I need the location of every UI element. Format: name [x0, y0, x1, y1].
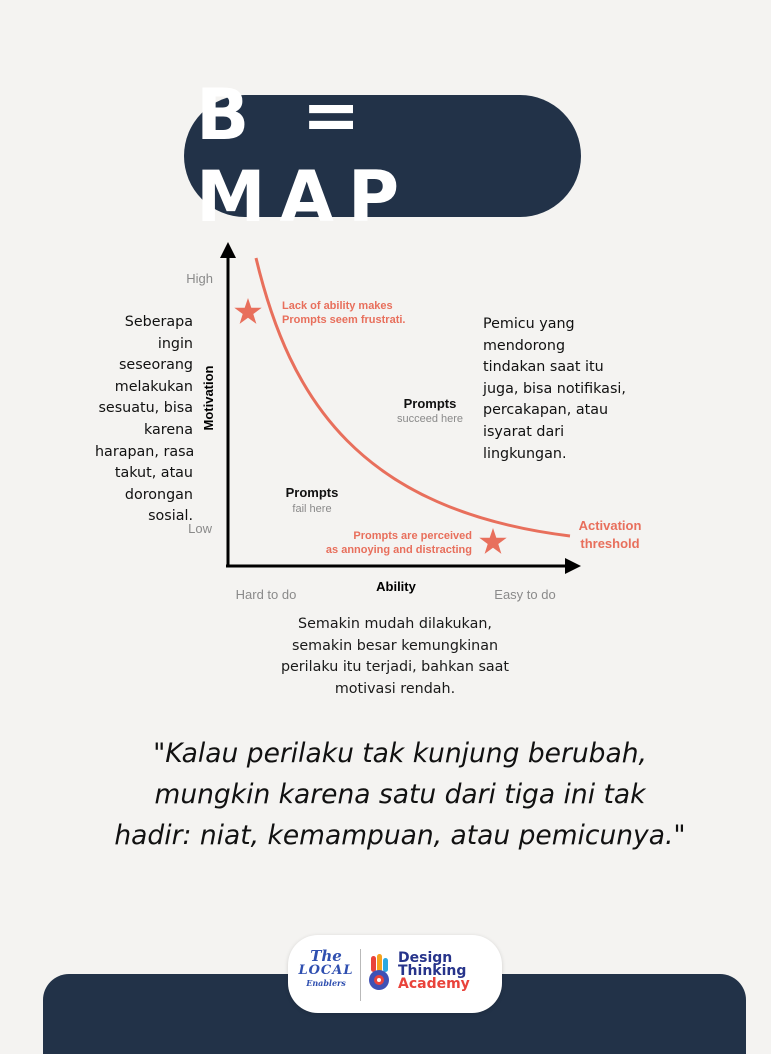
prompts-fail-title: Prompts — [285, 485, 339, 500]
prompt-line: juga, bisa notifikasi, — [483, 380, 626, 397]
logo-right-line: Thinking — [398, 963, 467, 979]
star-icon-bottom — [479, 528, 506, 554]
prompts-fail-sub: fail here — [292, 503, 332, 515]
logo-pill — [288, 935, 502, 1013]
motivation-line: ingin — [157, 335, 193, 352]
top-annotation-line-1: Lack of ability makes — [282, 300, 393, 312]
motivation-line: harapan, rasa — [95, 443, 195, 460]
logo-right-line: Design — [398, 950, 453, 966]
bottom-annotation-line-2: as annoying and distracting — [325, 544, 472, 556]
page-title: B = MAP — [196, 74, 414, 238]
prompt-line: Pemicu yang — [483, 316, 575, 332]
quote — [100, 733, 700, 856]
motivation-description — [95, 312, 193, 528]
the-local-enablers-logo — [294, 949, 358, 988]
design-thinking-academy-logo — [398, 952, 470, 991]
motivation-line: sesuatu, bisa — [98, 400, 193, 417]
ability-line: motivasi rendah. — [334, 680, 456, 697]
logo-left-line: LOCAL — [298, 963, 354, 978]
prompt-line: percakapan, atau — [483, 402, 609, 419]
curve-label-line-1: Activation — [578, 518, 642, 533]
x-axis-arrow-icon — [565, 558, 581, 574]
motivation-line: seseorang — [118, 357, 193, 374]
prompt-line: mendorong — [483, 337, 566, 354]
ability-line: semakin besar kemungkinan — [291, 637, 499, 654]
y-low-label: Low — [188, 521, 212, 536]
quote-line: hadir: niat, kemampuan, atau pemicunya." — [114, 820, 686, 851]
logo-divider — [360, 949, 361, 1001]
prompt-description — [483, 314, 658, 465]
motivation-line: dorongan — [124, 486, 193, 503]
curve-label-line-2: threshold — [580, 536, 640, 551]
logo-left-line: The — [310, 947, 342, 965]
motivation-line: takut, atau — [114, 465, 193, 482]
y-high-label: High — [186, 271, 213, 286]
top-annotation-line-2: Prompts seem frustrati. — [282, 314, 406, 326]
hand-icon — [365, 952, 397, 996]
motivation-line: melakukan — [114, 378, 193, 395]
prompts-succeed-title: Prompts — [403, 396, 457, 411]
ability-description — [250, 614, 540, 700]
prompt-line: lingkungan. — [483, 445, 567, 462]
motivation-line: sosial. — [148, 508, 193, 525]
y-axis-label: Motivation — [201, 365, 216, 431]
logo-left-line: Enablers — [306, 978, 346, 988]
star-icon-top — [234, 298, 261, 324]
ability-line: perilaku itu terjadi, bahkan saat — [280, 659, 510, 675]
motivation-line: Seberapa — [124, 314, 193, 330]
x-easy-label: Easy to do — [494, 587, 556, 602]
logo-right-line: Academy — [398, 976, 470, 992]
bottom-annotation-line-1: Prompts are perceived — [353, 530, 472, 542]
x-axis-label: Ability — [376, 579, 416, 594]
prompts-succeed-sub: succeed here — [396, 413, 464, 425]
prompt-line: isyarat dari — [483, 423, 565, 440]
quote-line: mungkin karena satu dari tiga ini tak — [154, 779, 646, 810]
quote-line: "Kalau perilaku tak kunjung berubah, — [153, 738, 647, 769]
x-hard-label: Hard to do — [235, 587, 297, 602]
ability-line: Semakin mudah dilakukan, — [298, 616, 492, 632]
motivation-line: karena — [144, 421, 193, 438]
prompt-line: tindakan saat itu — [483, 359, 604, 376]
y-axis-arrow-icon — [220, 242, 236, 258]
